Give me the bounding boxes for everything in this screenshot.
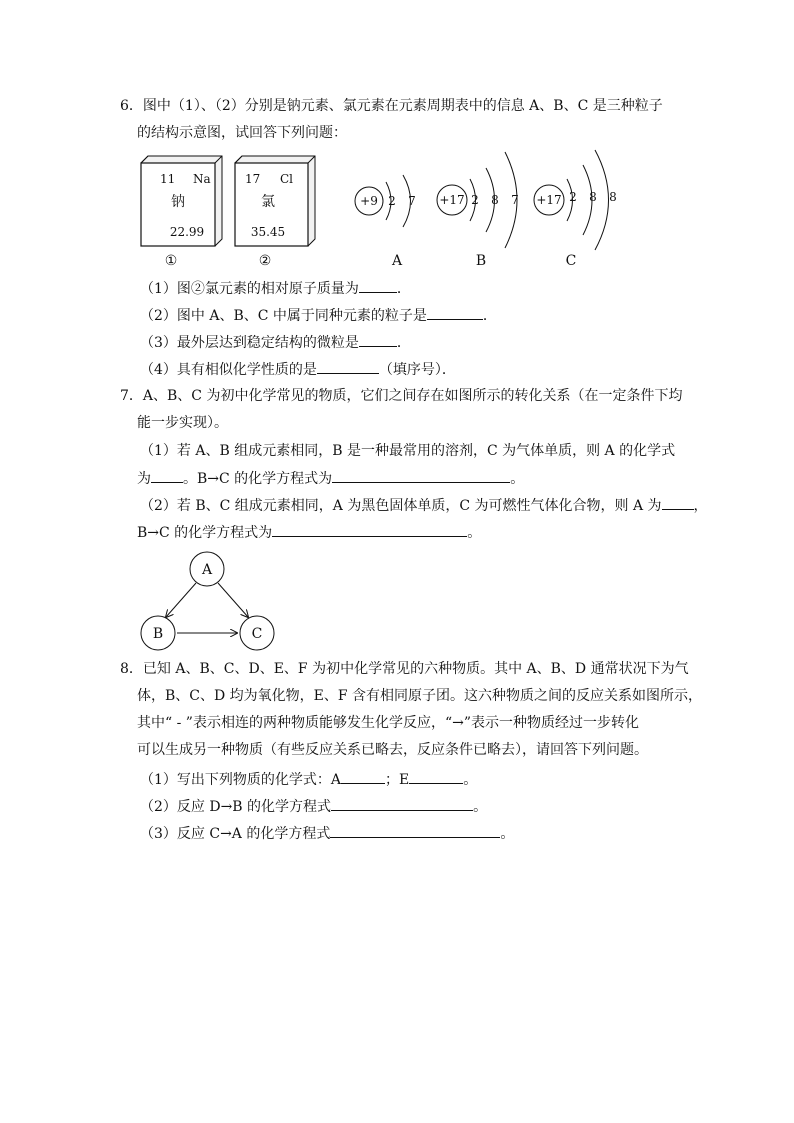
- q6-sub-4-period: ．: [441, 362, 456, 378]
- answer-blank[interactable]: [330, 823, 500, 838]
- q8-sub-2: [140, 796, 487, 817]
- atom-c-nucleus: +17: [536, 193, 562, 207]
- q6-line-1: 6．图中（1）、（2）分别是钠元素、氯元素在元素周期表中的信息 A、B、C 是三种粒子: [120, 98, 663, 114]
- q7-part-1-prefix: 为: [137, 471, 151, 487]
- node-b-label: B: [152, 626, 164, 642]
- tile2-number: 17: [245, 172, 261, 186]
- atom-a-shell-1: 2: [388, 194, 396, 208]
- node-a-label: A: [201, 562, 213, 578]
- tile2-mass: 35.45: [250, 225, 286, 239]
- node-b: [141, 616, 175, 650]
- q6-line-2: 的结构示意图，试回答下列问题：: [137, 125, 347, 141]
- q8-sub-1: [140, 769, 477, 790]
- q8-line-1: 8．已知 A、B、C、D、E、F 为初中化学常见的六种物质。其中 A、B、D 通常状况下为气: [120, 661, 689, 677]
- atom-a-label: A: [391, 253, 403, 269]
- atom-a-nucleus: +9: [360, 194, 378, 208]
- tile2-name: 氯: [261, 194, 275, 210]
- atom-c-shell-1: 2: [569, 190, 577, 204]
- tile1-symbol: Na: [193, 172, 211, 186]
- node-c-label: C: [251, 626, 263, 642]
- q7-part-1-stop: 。: [510, 471, 525, 487]
- q6-sub-2-text: （2）图中 A、B、C 中属于同种元素的粒子是: [140, 308, 427, 324]
- q8-line-3: 其中“ - ”表示相连的两种物质能够发生化学反应，“→”表示一种物质经过一步转化: [137, 715, 639, 731]
- arrow-a-to-c: [218, 583, 248, 617]
- q8-sub-3: [140, 823, 514, 844]
- q8-sub-2-stop: 。: [473, 799, 488, 815]
- atom-b-shell-3: 7: [511, 193, 519, 207]
- tile1-name: 钠: [171, 194, 185, 210]
- q8-line-2: 体，B、C、D 均为氧化物，E、F 含有相同原子团。这六种物质之间的反应关系如图所示，: [137, 688, 703, 704]
- tile1-number: 11: [160, 172, 176, 186]
- q7-part-2-comma: ，: [693, 498, 708, 514]
- arrow-a-to-b: [166, 583, 196, 617]
- tile2-symbol: Cl: [280, 172, 294, 186]
- q6-sub-1-text: （1）图②氯元素的相对原子质量为: [140, 281, 359, 297]
- tile1-mass: 22.99: [169, 225, 205, 239]
- atom-b-label: B: [475, 253, 487, 269]
- atom-c-shell-2: 8: [589, 190, 597, 204]
- q8-sub-3-text: （3）反应 C→A 的化学方程式: [140, 826, 331, 842]
- q8-sub-1-stop: 。: [463, 772, 478, 788]
- atom-c-label: C: [565, 253, 577, 269]
- tile1-label: ①: [164, 253, 178, 269]
- atom-c-shell-3: 8: [609, 190, 617, 204]
- atom-b-nucleus: +17: [439, 193, 465, 207]
- atom-b-shell-1: 2: [471, 193, 479, 207]
- q7-part-2-text: （2）若 B、C 组成元素相同，A 为黑色固体单质，C 为可燃性气体化合物，则 A 为: [140, 498, 662, 514]
- tile2-label: ②: [258, 253, 272, 269]
- q6-sub-1-period: ．: [396, 281, 411, 297]
- answer-blank[interactable]: [341, 769, 385, 784]
- q8-sub-2-text: （2）反应 D→B 的化学方程式: [140, 799, 332, 815]
- q7-part-1-line-1: （1）若 A、B 组成元素相同，B 是一种最常用的溶剂，C 为气体单质，则 A 的化学式: [140, 443, 676, 459]
- q7-line-2: 能一步实现）。: [137, 415, 228, 431]
- q7-line-1: 7．A、B、C 为初中化学常见的物质，它们之间存在如图所示的转化关系（在一定条件下均: [120, 388, 683, 404]
- answer-blank[interactable]: [331, 796, 473, 811]
- answer-blank[interactable]: [409, 769, 463, 784]
- q6-sub-3-text: （3）最外层达到稳定结构的微粒是: [140, 335, 359, 351]
- q6-sub-3-period: ．: [396, 335, 411, 351]
- q8-line-4: 可以生成另一种物质（有些反应关系已略去，反应条件已略去），请回答下列问题。: [137, 742, 648, 758]
- q7-part-2-line-2-text: B→C 的化学方程式为: [137, 525, 273, 541]
- node-a: [190, 552, 224, 586]
- q6-sub-4-text: （4）具有相似化学性质的是: [140, 362, 317, 378]
- q8-sub-3-stop: 。: [500, 826, 515, 842]
- q7-part-1-text: 。B→C 的化学方程式为: [183, 471, 333, 487]
- q7-part-2-stop: 。: [467, 525, 482, 541]
- q6-sub-4-hint: （填序号）: [378, 362, 442, 378]
- q8-sub-1-e: ；E: [385, 772, 410, 788]
- atom-b-shell-2: 8: [491, 193, 499, 207]
- q8-sub-1-text: （1）写出下列物质的化学式：A: [140, 772, 342, 788]
- atom-a-shell-2: 7: [408, 194, 416, 208]
- q6-sub-2-period: ．: [482, 308, 497, 324]
- node-c: [240, 616, 274, 650]
